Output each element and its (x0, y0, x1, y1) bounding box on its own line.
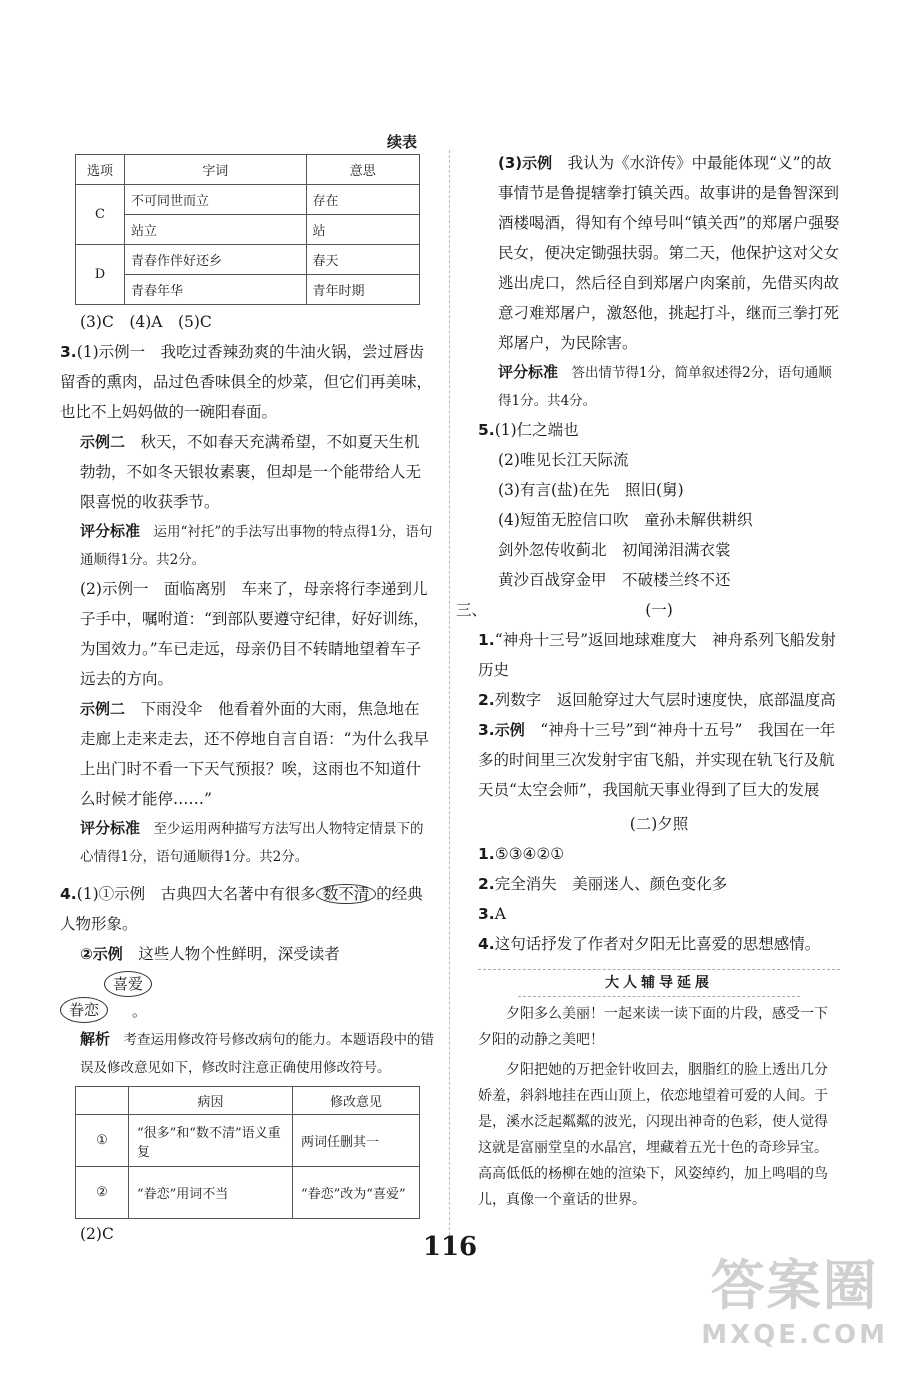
table-header-cell: 字词 (125, 155, 307, 185)
deleted-word: 眷恋 (60, 997, 108, 1023)
extension-paragraph: 夕阳多么美丽！一起来读一读下面的片段，感受一下夕阳的动静之美吧！ (478, 1006, 828, 1048)
label: (2)示例一 (80, 580, 149, 598)
word-cell: 站立 (125, 215, 307, 245)
s3b-answer-2 (478, 869, 840, 899)
scoring-text: 答出情节得1分，简单叙述得2分，语句通顺得1分。共4分。 (498, 365, 832, 409)
label: 示例二 (80, 433, 126, 451)
q5-line: 剑外忽传收蓟北 初闻涕泪满衣裳 (498, 541, 731, 559)
cause-cell: “眷恋”用词不当 (129, 1167, 293, 1219)
q5-line: 黄沙百战穿金甲 不破楼兰终不还 (498, 571, 731, 589)
analysis-text: 考查运用修改符号修改病句的能力。本题语段中的错误及修改意见如下，修改时注意正确使用修改符号。 (80, 1032, 435, 1076)
label: (1)示例一 (76, 343, 146, 361)
answer-text: 古典四大名著中有很多 (160, 885, 316, 903)
watermark-text: 答案圈 (710, 1254, 879, 1317)
q5-line: (3)有言(盐)在先 照旧(舅) (498, 481, 684, 499)
s3b-answer-1 (478, 839, 840, 869)
answers-3-5: (3)C (4)A (5)C (80, 313, 212, 331)
q4-part-end: (2)C (80, 1225, 114, 1243)
label: 示例二 (80, 700, 126, 718)
section-title: (二)夕照 (629, 815, 689, 833)
label: 评分标准 (80, 522, 141, 540)
extension-paragraph: 夕阳把她的万把金针收回去，胭脂红的脸上透出几分娇羞，斜斜地挂在西山顶上，依恋地望着可爱的人间。于是，溪水泛起粼粼的波光，闪现出神奇的色彩，使人觉得这就是富丽堂皇的水晶宫，埋藏着五光十色的奇珍异宝。高高低低的杨柳在她的渲染下，风姿绰约，加上鸣唱的鸟儿，真像一个童话的世界。 (478, 1062, 828, 1208)
edit-mark (60, 969, 435, 1025)
table-row (76, 1115, 420, 1167)
section-number: 三、 (456, 601, 488, 619)
answer-text: 的经典人物形象。 (60, 885, 423, 933)
table-row (76, 215, 420, 245)
answer-text: 这些人物个性鲜明，深受读者 (138, 945, 340, 963)
label: 评分标准 (80, 819, 141, 837)
question-number: 4. (478, 935, 495, 953)
table-header-cell: 修改意见 (293, 1087, 420, 1115)
answer-text: ⑤③④②① (494, 845, 565, 863)
cause-cell: “很多”和“数不清”语义重复 (129, 1115, 293, 1167)
answer-line: (1)仁之端也 (494, 421, 579, 439)
label: (3)示例 (498, 154, 553, 172)
q4-analysis (60, 1025, 435, 1082)
meaning-cell: 春天 (306, 245, 419, 275)
table-row (76, 245, 420, 275)
table-row (76, 1167, 420, 1219)
q3-example2b (60, 694, 435, 814)
meaning-cell: 青年时期 (306, 275, 419, 305)
q-cont (478, 148, 840, 358)
question-number: 5. (478, 421, 495, 439)
s3-answer-1 (478, 625, 840, 685)
q3-example2 (60, 427, 435, 517)
s3-answer-2 (478, 685, 840, 715)
label: 示例 (494, 721, 525, 739)
s3b-answer-4 (478, 929, 840, 959)
question-number: 1. (478, 631, 495, 649)
section-title: (一) (645, 601, 673, 619)
question-number: 3. (478, 721, 495, 739)
row-number: ② (76, 1167, 129, 1219)
s3-answer-3 (478, 715, 840, 805)
table-row (76, 275, 420, 305)
q4-part2 (60, 939, 435, 969)
question-number: 2. (478, 691, 495, 709)
scoring-text: 至少运用两种描写方法写出人物特定情景下的心情得1分，语句通顺得1分。共2分。 (80, 821, 424, 865)
answer-text: 秋天，不如春天充满希望，不如夏天生机勃勃，不如冬天银妆素裹，但却是一个能带给人无限喜悦的收获季节。 (80, 433, 422, 511)
column-divider (449, 150, 450, 1245)
label: 解析 (80, 1030, 111, 1048)
q3-part2 (60, 574, 435, 694)
answer-text: “神舟十三号”到“神舟十五号” 我国在一年多的时间里三次发射宇宙飞船，并实现在轨飞行及航天员“太空会师”，我国航天事业得到了巨大的发展 (478, 721, 836, 799)
question-number: 2. (478, 875, 495, 893)
table-header-cell: 选项 (76, 155, 125, 185)
option-cell: C (76, 185, 125, 245)
q-cont-scoring (478, 358, 840, 415)
answer-text: 完全消失 美丽迷人、颜色变化多 (494, 875, 728, 893)
question-number: 4. (60, 885, 77, 903)
extension-title: 大人辅导延展 (518, 970, 800, 997)
table-header-cell (76, 1087, 129, 1115)
meaning-cell: 存在 (306, 185, 419, 215)
question-number: 3. (478, 905, 495, 923)
label: (1)①示例 (76, 885, 146, 903)
word-meaning-table (75, 154, 420, 305)
question-number: 3. (60, 343, 77, 361)
s3b-answer-3 (478, 899, 840, 929)
table-header-cell: 病因 (129, 1087, 293, 1115)
row-number: ① (76, 1115, 129, 1167)
label: ②示例 (80, 945, 123, 963)
option-cell: D (76, 245, 125, 305)
q3-scoring (60, 517, 435, 574)
right-column (456, 148, 840, 1213)
answer-text: A (494, 905, 506, 923)
answer-text: “神舟十三号”返回地球难度大 神舟系列飞船发射历史 (478, 631, 837, 679)
word-cell: 青春年华 (125, 275, 307, 305)
q4-part1 (60, 879, 435, 939)
fix-cell: “眷恋”改为“喜爱” (293, 1167, 420, 1219)
scoring-text: 运用“衬托”的手法写出事物的特点得1分，语句通顺得1分。共2分。 (80, 524, 433, 568)
q5-line: (4)短笛无腔信口吹 童孙未解供耕织 (498, 511, 753, 529)
q5-line: (2)唯见长江天际流 (498, 451, 629, 469)
table-header-cell: 意思 (306, 155, 419, 185)
left-column (60, 130, 435, 1249)
table-row (76, 185, 420, 215)
answer-text: 我吃过香辣劲爽的牛油火锅，尝过唇齿留香的熏肉，品过色香味俱全的炒菜，但它们再美味，也比不上妈妈做的一碗阳春面。 (60, 343, 433, 421)
page-number: 116 (422, 1232, 478, 1262)
error-table (75, 1086, 420, 1219)
q5-line (478, 415, 840, 445)
section-3-header (456, 595, 840, 625)
answer-text: 列数字 返回舱穿过大气层时速度快，底部温度高 (494, 691, 836, 709)
word-cell: 青春作伴好还乡 (125, 245, 307, 275)
answer-text: 下雨没伞 他看着外面的大雨，焦急地在走廊上走来走去，还不停地自言自语：“为什么我早上出门时不看一下天气预报？唉，这雨也不知道什么时候才能停……” (80, 700, 429, 808)
fix-cell: 两词任删其一 (293, 1115, 420, 1167)
answer-text: 面临离别 车来了，母亲将行李递到儿子手中，嘱咐道：“到部队要遵守纪律，好好训练，为国效力。”车已走远，母亲仍目不转睛地望着车子远去的方向。 (80, 580, 429, 688)
watermark-logo (701, 1243, 888, 1350)
answer-text: 这句话抒发了作者对夕阳无比喜爱的思想感情。 (494, 935, 821, 953)
q3-part1 (60, 337, 435, 427)
word-cell: 不可同世而立 (125, 185, 307, 215)
inserted-word: 喜爱 (104, 971, 152, 997)
watermark-url: MXQE.COM (701, 1320, 888, 1350)
meaning-cell: 站 (306, 215, 419, 245)
extension-box (478, 969, 840, 1213)
circled-word: 数不清 (316, 884, 377, 904)
table-continued-label: 续表 (386, 133, 417, 151)
period: 。 (132, 1002, 148, 1020)
question-number: 1. (478, 845, 495, 863)
q3-scoring2 (60, 814, 435, 871)
answer-text: 我认为《水浒传》中最能体现“义”的故事情节是鲁提辖拳打镇关西。故事讲的是鲁智深到酒楼喝酒，得知有个绰号叫“镇关西”的郑屠户强娶民女，便决定锄强扶弱。第二天，他保护这对父女逃出虎口，然后径自到郑屠户肉案前，先借买肉故意刁难郑屠户，激怒他，挑起打斗，继而三拳打死郑屠户，为民除害。 (498, 154, 840, 352)
label: 评分标准 (498, 363, 559, 381)
